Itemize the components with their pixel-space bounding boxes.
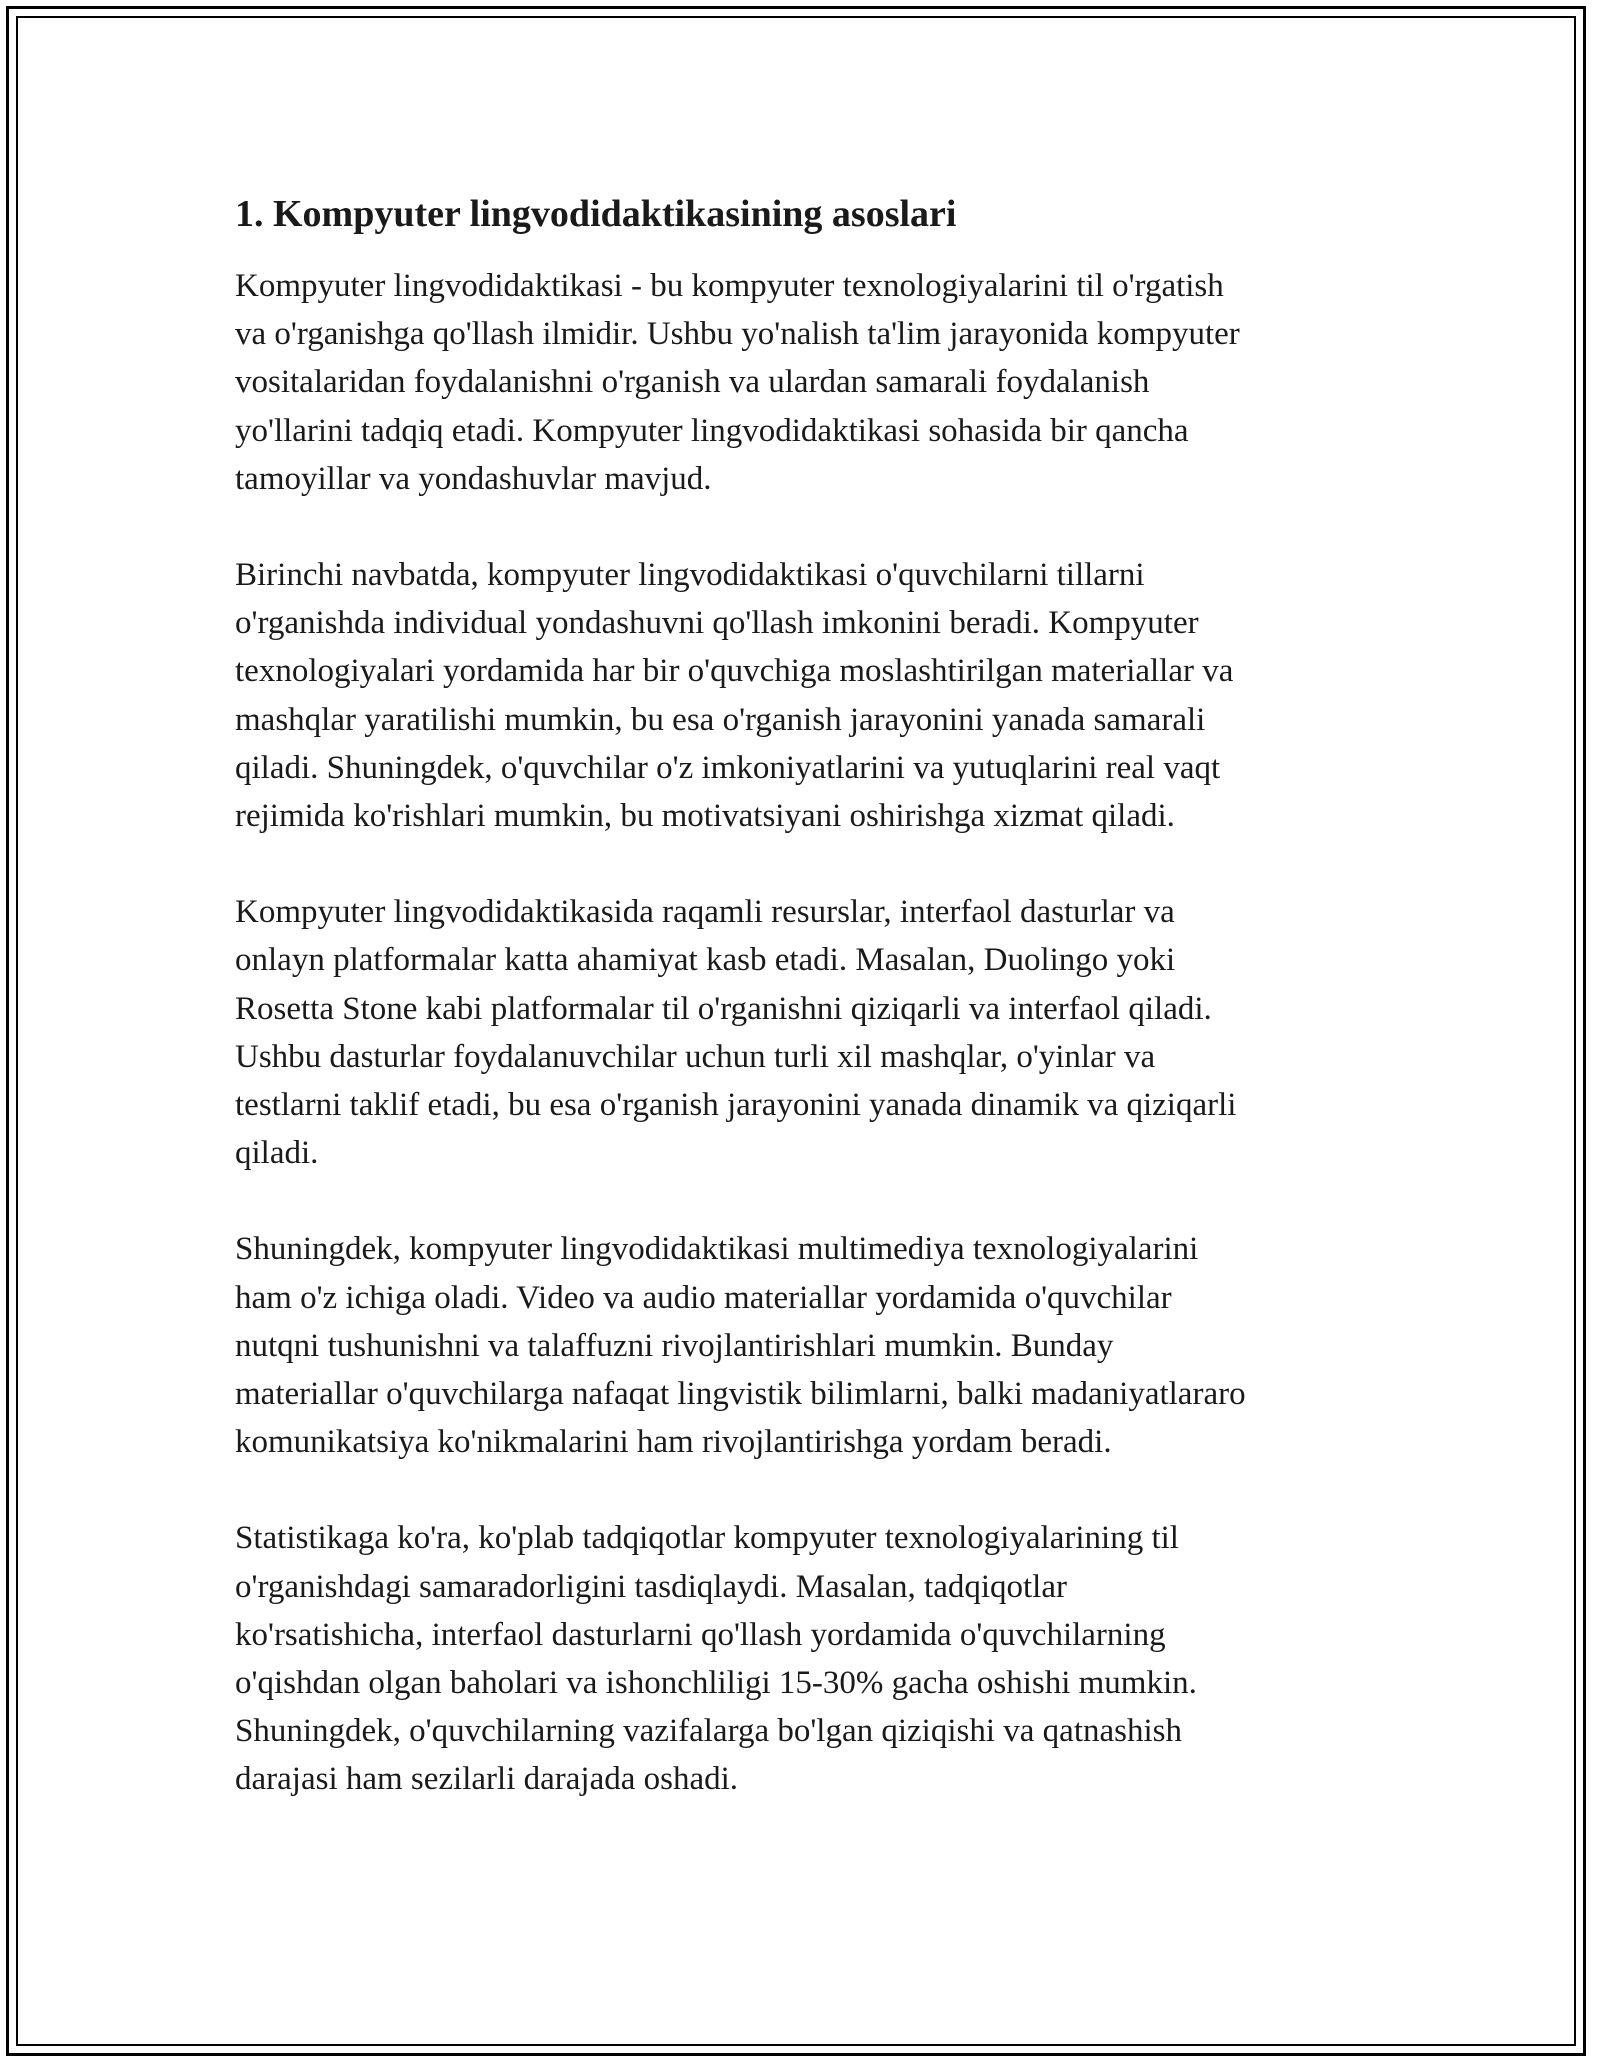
- paragraph-1: Kompyuter lingvodidaktikasi - bu kompyuter texnologiyalarini til o'rgatish va o'rganishga qo'llash ilmidir. Ushbu yo'nalish ta'lim jarayonida kompyuter vositalaridan foydalanishni o'rganish va ulardan samarali foydalanish yo'llarini tadqiq etadi. Kompyuter lingvodidaktikasi sohasida bir qancha tamoyillar va yondashuvlar mavjud.: [235, 268, 1240, 497]
- paragraph-5: Statistikaga ko'ra, ko'plab tadqiqotlar kompyuter texnologiyalarining til o'rganishdagi samaradorligini tasdiqlaydi. Masalan, tadqiqotlar ko'rsatishicha, interfaol dasturlarni qo'llash yordamida o'quvchilarning o'qishdan olgan baholari va ishonchliligi 15-30% gacha oshishi mumkin. Shuningdek, o'quvchilarning vazifalarga bo'lgan qiziqishi va qatnashish darajasi ham sezilarli darajada oshadi.: [235, 1520, 1197, 1798]
- paragraph-4: Shuningdek, kompyuter lingvodidaktikasi multimediya texnologiyalarini ham o'z ichiga oladi. Video va audio materiallar yordamida o'quvchilar nutqni tushunishni va talaffuzni rivojlantirishlari mumkin. Bunday materiallar o'quvchilarga nafaqat lingvistik bilimlarni, balki madaniyatlararo komunikatsiya ko'nikmalarini ham rivojlantirishga yordam beradi.: [235, 1231, 1246, 1461]
- document-body: [235, 190, 1365, 1804]
- section-heading: 1. Kompyuter lingvodidaktikasining asoslari: [235, 193, 957, 235]
- paragraph-2: Birinchi navbatda, kompyuter lingvodidaktikasi o'quvchilarni tillarni o'rganishda individual yondashuvni qo'llash imkonini beradi. Kompyuter texnologiyalari yordamida har bir o'quvchiga moslashtirilgan materiallar va mashqlar yaratilishi mumkin, bu esa o'rganish jarayonini yanada samarali qiladi. Shuningdek, o'quvchilar o'z imkoniyatlarini va yutuqlarini real vaqt rejimida ko'rishlari mumkin, bu motivatsiyani oshirishga xizmat qiladi.: [235, 557, 1234, 835]
- paragraph-3: Kompyuter lingvodidaktikasida raqamli resurslar, interfaol dasturlar va onlayn platformalar katta ahamiyat kasb etadi. Masalan, Duolingo yoki Rosetta Stone kabi platformalar til o'rganishni qiziqarli va interfaol qiladi. Ushbu dasturlar foydalanuvchilar uchun turli xil mashqlar, o'yinlar va testlarni taklif etadi, bu esa o'rganish jarayonini yanada dinamik va qiziqarli qiladi.: [235, 894, 1237, 1172]
